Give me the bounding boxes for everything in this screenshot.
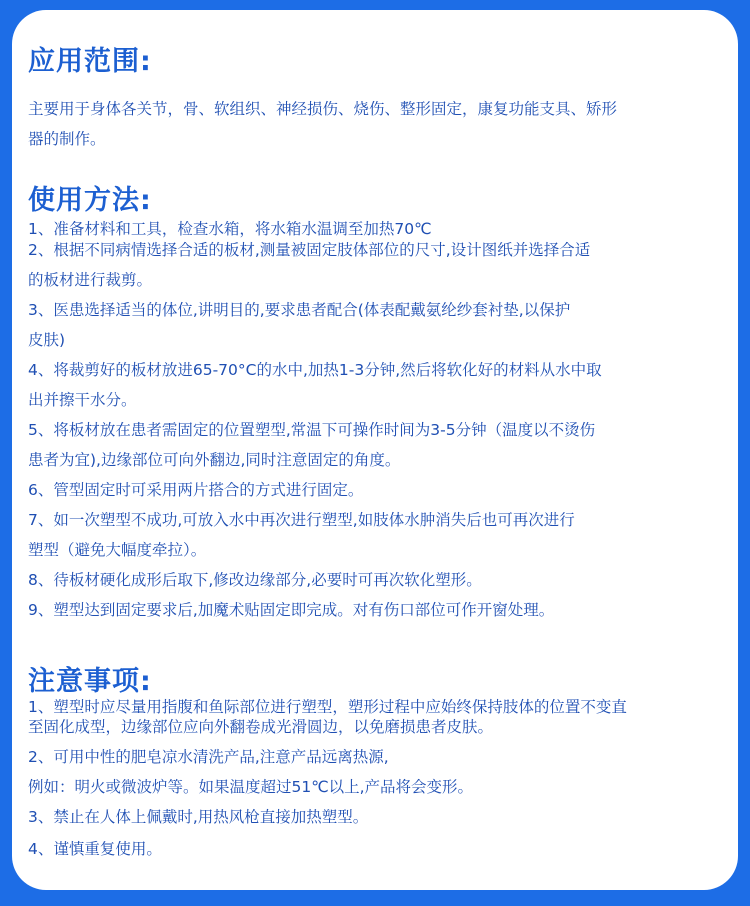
notes-line: 2、可用中性的肥皂凉水清洗产品,注意产品远离热源, [28,748,389,766]
notes-line: 至固化成型，边缘部位应向外翻卷成光滑圆边，以免磨损患者皮肤。 [28,718,494,736]
usage-line: 4、将裁剪好的板材放进65-70°C的水中,加热1-3分钟,然后将软化好的材料从水中取 [28,361,602,379]
notes-line: 例如：明火或微波炉等。如果温度超过51℃以上,产品将会变形。 [28,778,474,796]
usage-line: 6、管型固定时可采用两片搭合的方式进行固定。 [28,481,364,499]
usage-line: 8、待板材硬化成形后取下,修改边缘部分,必要时可再次软化塑形。 [28,571,482,589]
notes-line: 1、塑型时应尽量用指腹和鱼际部位进行塑型，塑形过程中应始终保持肢体的位置不变直 [28,698,627,716]
usage-line: 出并擦干水分。 [28,391,137,409]
usage-line: 5、将板材放在患者需固定的位置塑型,常温下可操作时间为3-5分钟（温度以不烫伤 [28,421,596,439]
usage-line: 9、塑型达到固定要求后,加魔术贴固定即完成。对有伤口部位可作开窗处理。 [28,601,555,619]
usage-line: 7、如一次塑型不成功,可放入水中再次进行塑型,如肢体水肿消失后也可再次进行 [28,511,575,529]
notes-heading: 注意事项: [28,666,152,697]
usage-line: 1、准备材料和工具，检查水箱，将水箱水温调至加热70℃ [28,220,432,238]
usage-heading: 使用方法: [28,185,152,216]
scope-line: 主要用于身体各关节，骨、软组织、神经损伤、烧伤、整形固定，康复功能支具、矫形 [28,100,618,118]
usage-line: 3、医患选择适当的体位,讲明目的,要求患者配合(体表配戴氨纶纱套衬垫,以保护 [28,301,571,319]
notes-line: 3、禁止在人体上佩戴时,用热风枪直接加热塑型。 [28,808,369,826]
scope-heading: 应用范围: [28,46,152,77]
usage-line: 皮肤) [28,331,66,349]
scope-line: 器的制作。 [28,130,106,148]
notes-line: 4、谨慎重复使用。 [28,840,162,858]
usage-line: 塑型（避免大幅度牵拉）。 [28,541,207,559]
usage-line: 2、根据不同病情选择合适的板材,测量被固定肢体部位的尺寸,设计图纸并选择合适 [28,241,591,259]
usage-line: 的板材进行裁剪。 [28,271,153,289]
usage-line: 患者为宜),边缘部位可向外翻边,同时注意固定的角度。 [28,451,401,469]
